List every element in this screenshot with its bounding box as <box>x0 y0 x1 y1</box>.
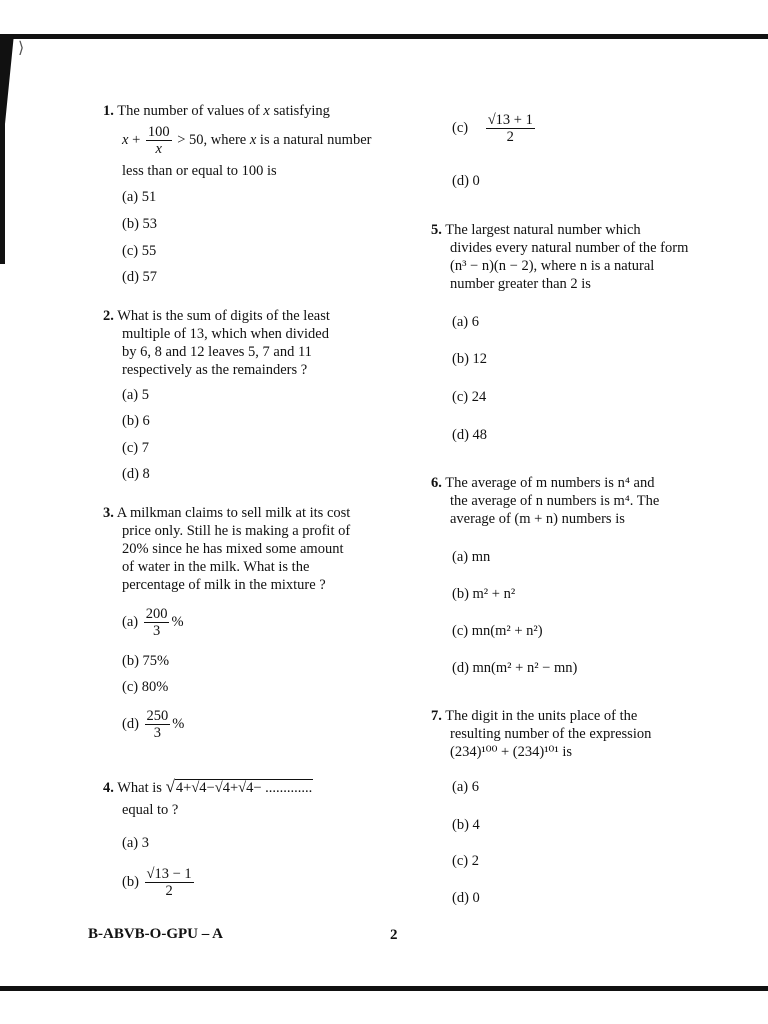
q7-option-c: (c) 2 <box>452 853 479 869</box>
footer-page-number: 2 <box>390 927 398 943</box>
q2-option-c: (c) 7 <box>122 440 149 456</box>
q4-option-a: (a) 3 <box>122 835 149 851</box>
q4-b-num: √13 − 1 <box>146 866 192 882</box>
q6-option-b: (b) m² + n² <box>452 586 516 602</box>
page-fold-mark: ⟩ <box>18 40 25 57</box>
q3-line2: price only. Still he is making a profit of <box>122 523 351 539</box>
q2-option-b: (b) 6 <box>122 413 150 429</box>
q3-a-percent: % <box>171 613 184 630</box>
q1-ineq-var: x <box>122 131 129 148</box>
q1-frac-num: 100 <box>147 124 170 140</box>
q3-d-den: 3 <box>153 725 162 741</box>
q3-a-den: 3 <box>152 623 161 639</box>
q4-option-b-fraction <box>145 866 194 899</box>
footer-booklet-code: B-ABVB-O-GPU – A <box>88 926 223 942</box>
q1-var: x <box>263 103 270 119</box>
q3-option-a-label: (a) <box>122 613 139 630</box>
q1-fraction <box>146 124 172 157</box>
q4-option-b-label: (b) <box>122 873 139 890</box>
q2-line3: by 6, 8 and 12 leaves 5, 7 and 11 <box>122 344 312 360</box>
q7-option-d: (d) 0 <box>452 890 480 906</box>
q2-line1 <box>103 307 330 325</box>
q1-ineq-end: > 50, where <box>177 131 247 148</box>
q4-option-d: (d) 0 <box>452 173 480 189</box>
q4-text: What is <box>117 780 162 796</box>
scan-top-border <box>0 34 768 39</box>
q3-d-num: 250 <box>146 708 169 724</box>
q4-option-c <box>452 112 537 145</box>
q3-a-num: 200 <box>145 606 168 622</box>
q2-option-d: (d) 8 <box>122 466 150 482</box>
q3-option-a-fraction <box>144 606 170 639</box>
q1-text: The number of values of <box>117 103 260 119</box>
q7-line1 <box>431 707 637 725</box>
scan-bottom-border <box>0 986 768 991</box>
q5-option-d: (d) 48 <box>452 427 488 443</box>
q1-option-c: (c) 55 <box>122 243 157 259</box>
q4-option-c-fraction <box>486 112 535 145</box>
q2-line2: multiple of 13, which when divided <box>122 326 329 342</box>
q6-line1 <box>431 474 654 492</box>
q5-line3: (n³ − n)(n − 2), where n is a natural <box>450 258 655 274</box>
q3-option-a <box>122 606 184 639</box>
q2-number: 2. <box>103 308 114 324</box>
q2-option-a: (a) 5 <box>122 387 149 403</box>
q3-line4: of water in the milk. What is the <box>122 559 310 575</box>
q3-line3: 20% since he has mixed some amount <box>122 541 344 557</box>
q1-option-b: (b) 53 <box>122 216 158 232</box>
scan-left-border <box>0 34 5 264</box>
q4-line1 <box>103 778 313 797</box>
q3-line5: percentage of milk in the mixture ? <box>122 577 326 593</box>
q6-option-d: (d) mn(m² + n² − mn) <box>452 660 578 676</box>
q1-ineq-var2: x <box>249 131 257 148</box>
q1-option-a: (a) 51 <box>122 189 157 205</box>
q7-line3: (234)¹⁰⁰ + (234)¹⁰¹ is <box>450 744 573 760</box>
q4-option-b <box>122 866 196 899</box>
q3-option-d <box>122 708 184 741</box>
q1-ineq-tail: is a natural number <box>259 131 372 148</box>
q1-inequality: x + $\frac{100}{x}$ > 50, where x is a natural number <box>122 124 372 157</box>
q6-number: 6. <box>431 475 442 491</box>
q3-number: 3. <box>103 505 114 521</box>
q3-line1 <box>103 504 350 522</box>
q5-text-1: The largest natural number which <box>445 222 641 238</box>
q5-number: 5. <box>431 222 442 238</box>
q5-option-b: (b) 12 <box>452 351 488 367</box>
q5-line4: number greater than 2 is <box>450 276 591 292</box>
q3-option-c: (c) 80% <box>122 679 169 695</box>
q4-option-c-label: (c) <box>452 119 469 136</box>
q3-text-1: A milkman claims to sell milk at its cost <box>116 505 351 521</box>
q7-option-b: (b) 4 <box>452 817 480 833</box>
q5-line1 <box>431 221 641 239</box>
q3-d-percent: % <box>172 715 185 732</box>
q1-option-d: (d) 57 <box>122 269 158 285</box>
q2-line4: respectively as the remainders ? <box>122 362 308 378</box>
q7-text-1: The digit in the units place of the <box>445 708 638 724</box>
q5-option-c: (c) 24 <box>452 389 487 405</box>
q7-option-a: (a) 6 <box>452 779 479 795</box>
q1-line3: less than or equal to 100 is <box>122 163 277 179</box>
q4-number: 4. <box>103 780 114 796</box>
q4-line2: equal to ? <box>122 802 179 818</box>
q3-option-d-label: (d) <box>122 715 139 732</box>
q7-number: 7. <box>431 708 442 724</box>
q3-option-d-fraction <box>145 708 171 741</box>
q6-line3: average of (m + n) numbers is <box>450 511 625 527</box>
q4-nested-root-expression: 4+√4−√4+√4− ............. <box>175 780 313 796</box>
q6-option-a: (a) mn <box>452 549 491 565</box>
q5-line2: divides every natural number of the form <box>450 240 689 256</box>
q4-c-num: √13 + 1 <box>487 112 533 128</box>
q2-text-1: What is the sum of digits of the least <box>117 308 330 324</box>
q6-line2: the average of n numbers is m⁴. The <box>450 493 660 509</box>
q1-line1 <box>103 102 330 120</box>
q6-text-1: The average of m numbers is n⁴ and <box>445 475 655 491</box>
q5-option-a: (a) 6 <box>452 314 479 330</box>
q7-line2: resulting number of the expression <box>450 726 652 742</box>
q3-option-b: (b) 75% <box>122 653 170 669</box>
q6-option-c: (c) mn(m² + n²) <box>452 623 543 639</box>
q1-frac-den: x <box>155 141 162 157</box>
q4-b-den: 2 <box>165 883 173 899</box>
q4-c-den: 2 <box>506 129 514 145</box>
q4-root-sign: √ <box>165 777 175 796</box>
q1-text-end: satisfying <box>273 103 330 119</box>
q1-number: 1. <box>103 103 114 119</box>
